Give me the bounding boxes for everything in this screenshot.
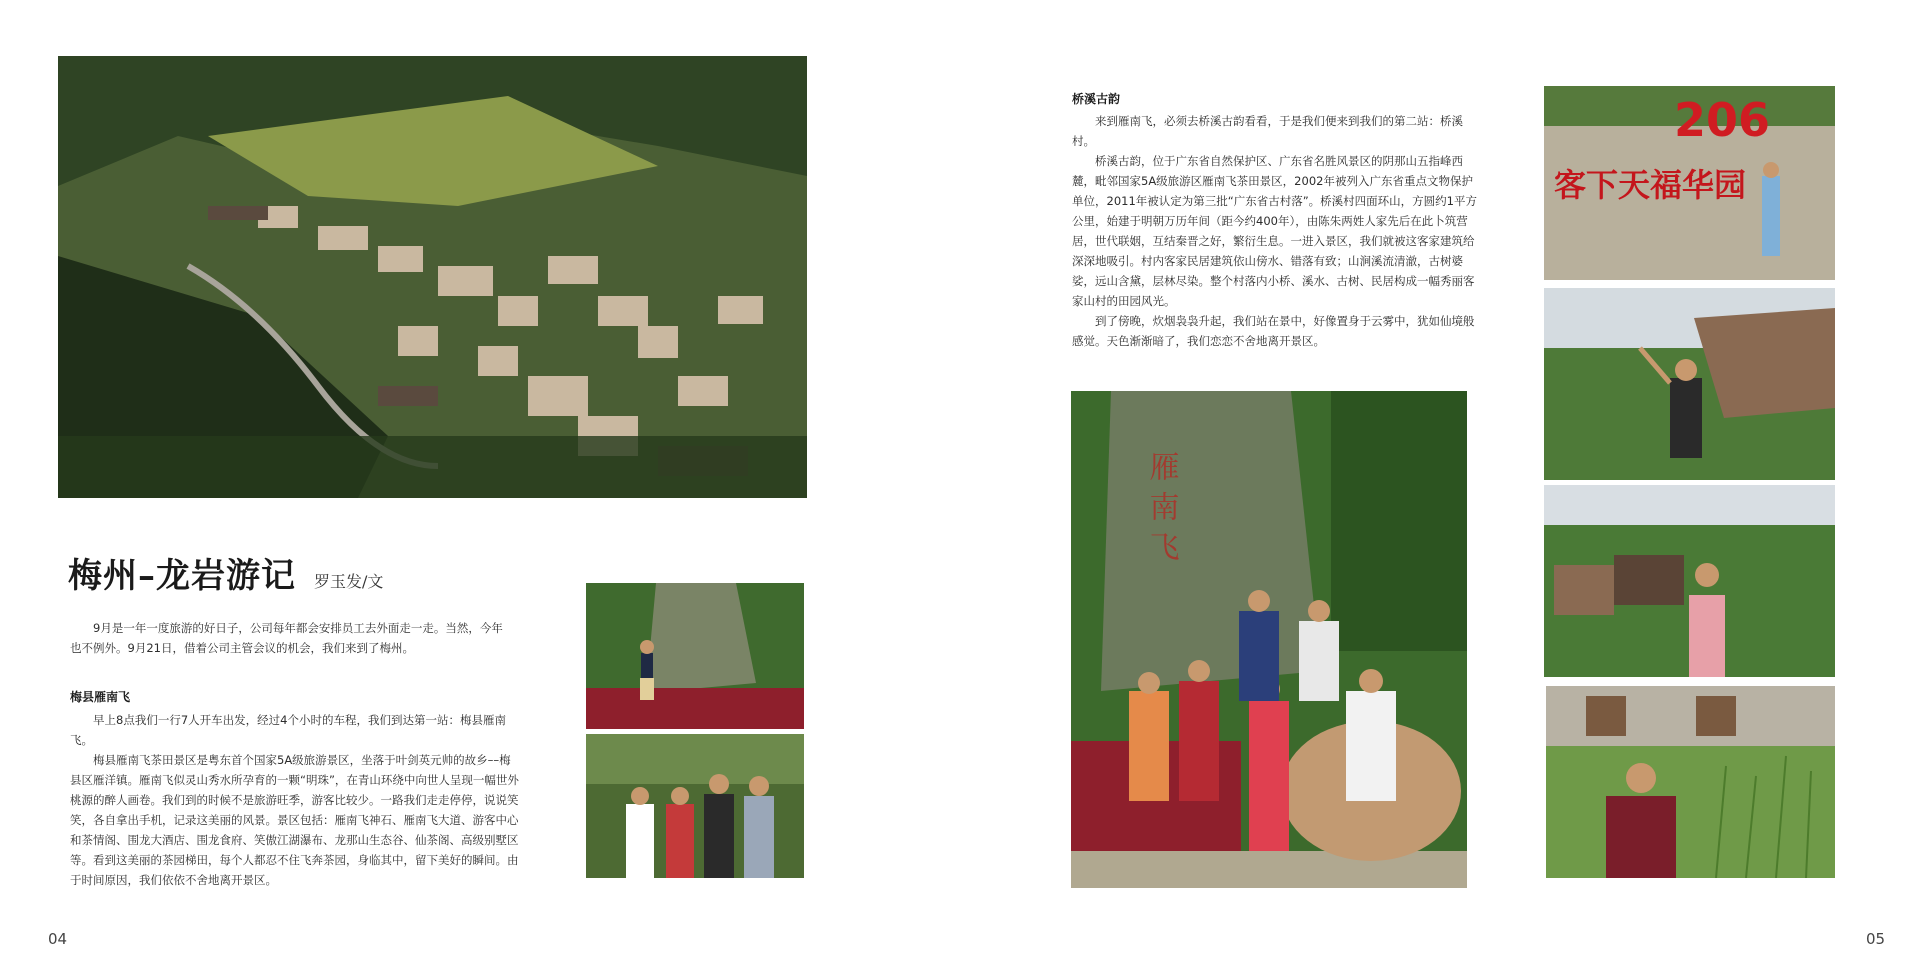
section-heading-yannanfei: 梅县雁南飞 bbox=[70, 690, 131, 704]
sign-number: 206 bbox=[1674, 93, 1771, 147]
section-body-qiaoxi bbox=[1072, 111, 1480, 351]
woman-photo bbox=[1544, 485, 1835, 677]
article-title: 梅州–龙岩游记 bbox=[68, 556, 296, 596]
sign-206-photo bbox=[1544, 86, 1835, 280]
man-grass-photo bbox=[1546, 686, 1835, 878]
group-rock-photo bbox=[1071, 391, 1467, 888]
section-paragraph: 来到雁南飞，必须去桥溪古韵看看，于是我们便来到我们的第二站：桥溪村。 bbox=[1072, 114, 1463, 148]
intro-paragraph bbox=[70, 618, 510, 658]
sign-text: 客下天福华园 bbox=[1554, 166, 1747, 204]
section-body-yannanfei bbox=[70, 710, 522, 890]
section-heading-qiaoxi: 桥溪古韵 bbox=[1072, 92, 1121, 106]
section-paragraph: 梅县雁南飞茶田景区是粤东首个国家5A级旅游景区，坐落于叶剑英元帅的故乡––梅县区雁洋镇。雁南飞似灵山秀水所孕育的一颗“明珠”，在青山环绕中向世人呈现一幅世外桃源的醉人画卷。我们到的时候不是旅游旺季，游客比较少。一路我们走走停停，说说笑笑，各自拿出手机，记录这美丽的风景。景区包括：雁南飞神石、雁南飞大道、游客中心和茶情阁、围龙大酒店、围龙食府、笑傲江湖瀑布、龙那山生态谷、仙茶阁、高级别墅区等。看到这美丽的茶园梯田，每个人都忍不住飞奔茶园，身临其中，留下美好的瞬间。由于时间原因，我们依依不舍地离开景区。 bbox=[70, 753, 519, 887]
article-byline: 罗玉发/文 bbox=[314, 572, 384, 591]
right-page bbox=[960, 0, 1919, 972]
page-number-right: 05 bbox=[1866, 930, 1886, 948]
village-landscape-photo bbox=[58, 56, 807, 498]
group-photo-small bbox=[586, 734, 804, 878]
man-pointing-photo bbox=[1544, 288, 1835, 480]
section-paragraph: 早上8点我们一行7人开车出发，经过4个小时的车程，我们到达第一站：梅县雁南飞。 bbox=[70, 713, 506, 747]
section-paragraph: 到了傍晚，炊烟袅袅升起，我们站在景中，好像置身于云雾中，犹如仙境般感觉。天色渐渐暗了，我们恋恋不舍地离开景区。 bbox=[1072, 314, 1475, 348]
article-title-block bbox=[68, 548, 383, 597]
rock-inscription: 雁南飞 bbox=[1143, 451, 1179, 571]
intro-text: 9月是一年一度旅游的好日子，公司每年都会安排员工去外面走一走。当然，今年也不例外。9月21日，借着公司主管会议的机会，我们来到了梅州。 bbox=[70, 621, 503, 655]
page-number-left: 04 bbox=[48, 930, 68, 948]
section-paragraph: 桥溪古韵，位于广东省自然保护区、广东省名胜风景区的阴那山五指峰西麓，毗邻国家5A级旅游区雁南飞茶田景区，2002年被列入广东省重点文物保护单位，2011年被认定为第三批“广东省古村落”。桥溪村四面环山，方圆约1平方公里，始建于明朝万历年间（距今约400年），由陈朱两姓人家先后在此卜筑营居，世代联姻，互结秦晋之好，繁衍生息。一进入景区，我们就被这客家建筑给深深地吸引。村内客家民居建筑依山傍水、错落有致；山涧溪流清澈，古树婆娑，远山含黛，层林尽染。整个村落内小桥、溪水、古树、民居构成一幅秀丽客家山村的田园风光。 bbox=[1072, 154, 1477, 308]
left-page bbox=[0, 0, 959, 972]
rock-pose-photo bbox=[586, 583, 804, 729]
